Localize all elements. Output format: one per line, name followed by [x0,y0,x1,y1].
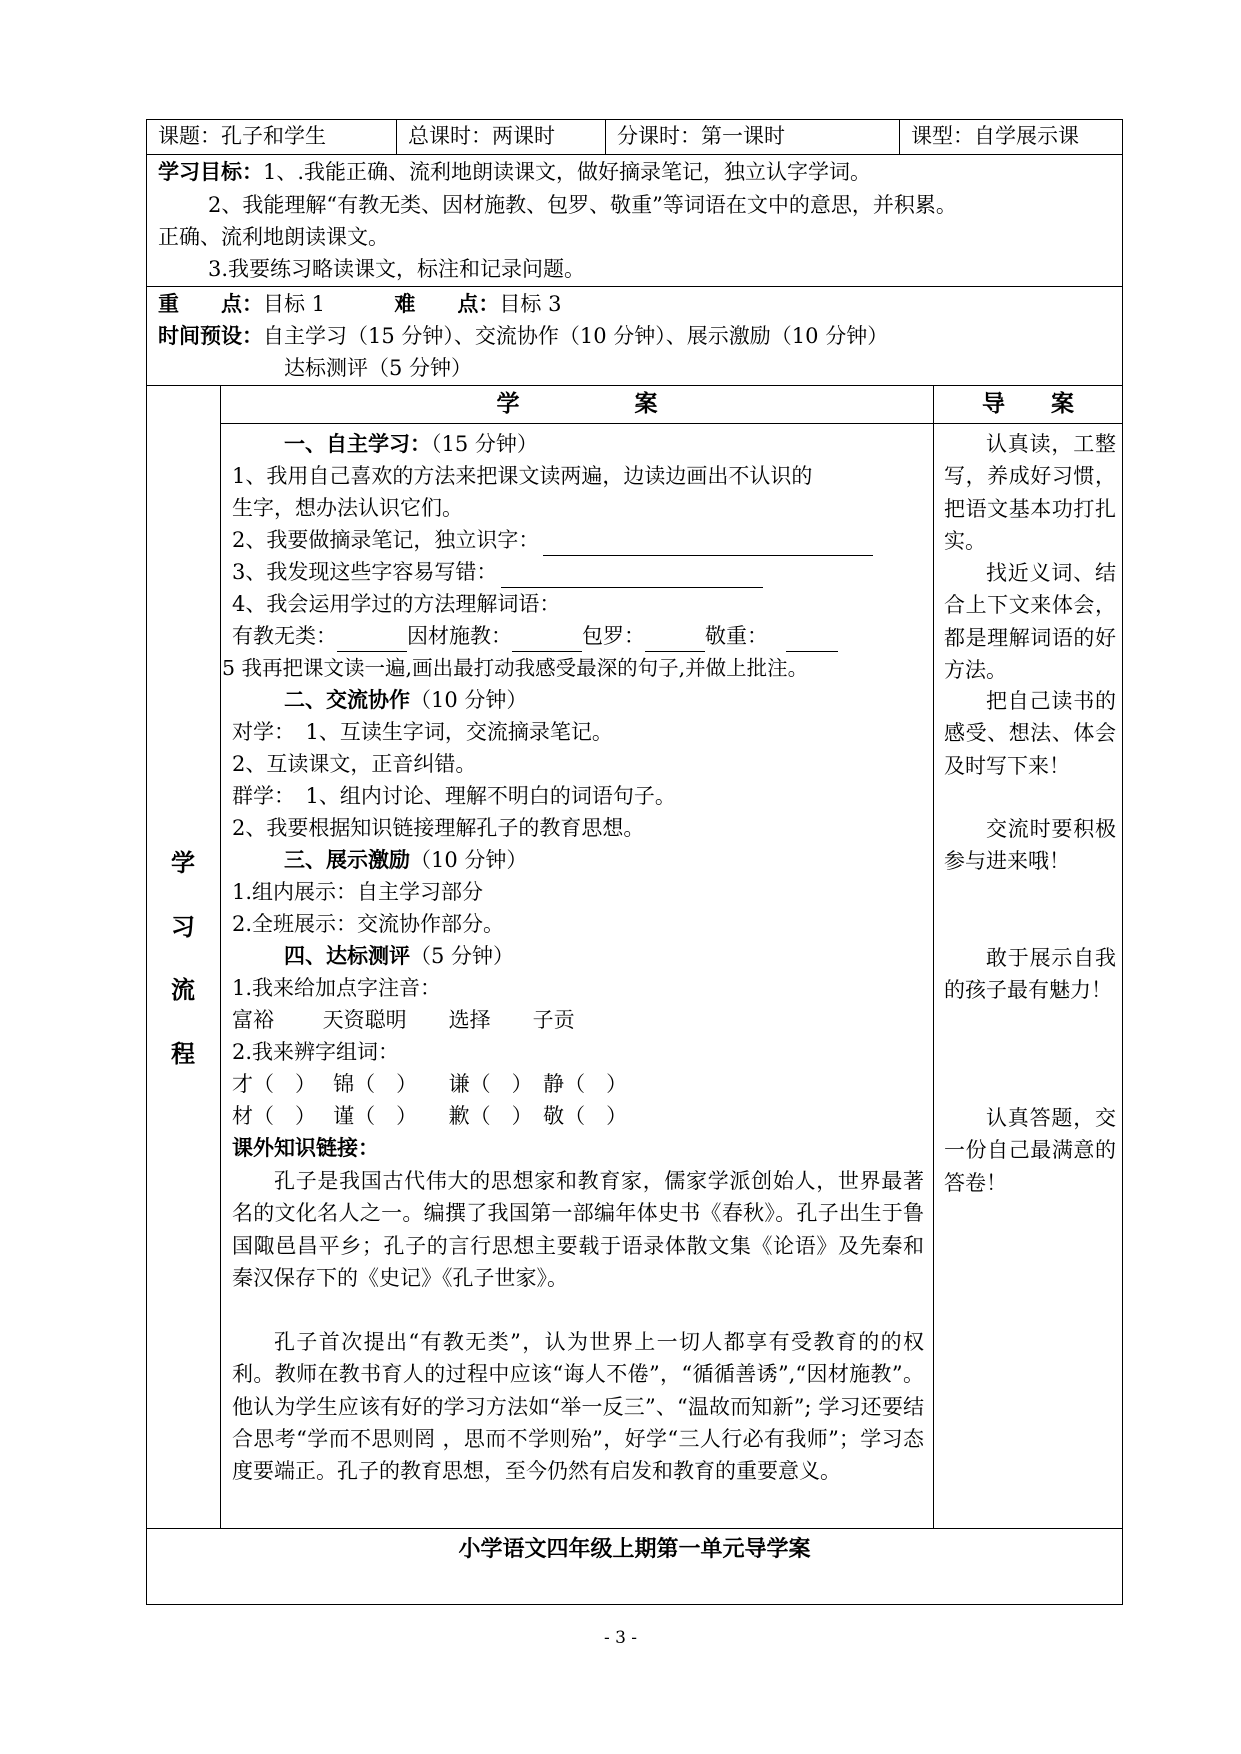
guide-note-3: 把自己读书的感受、想法、体会及时写下来！ [944,689,1116,778]
s1-line-2: 生字，想办法认识它们。 [232,496,463,520]
document-footer-title: 小学语文四年级上期第一单元导学案 [458,1537,811,1562]
s1-line-4: 3、我发现这些字容易写错： [232,556,763,588]
s4-line-2: 富裕 天资聪明 选择 子贡 [232,1008,575,1032]
knowledge-link-title: 课外知识链接： [232,1136,379,1160]
s2-line-2: 2、互读课文，正音纠错。 [232,752,477,776]
s1-line-1: 1、我用自己喜欢的方法来把课文读两遍，边读边画出不认识的 [232,464,813,488]
section-1-heading: 一、自主学习：（15 分钟） [284,432,538,456]
time-row: 时间预设：自主学习（15 分钟）、交流协作（10 分钟）、展示激励（10 分钟） [158,324,889,348]
page-number: - 3 - [603,1628,638,1648]
s1-words-row: 有教无类： 因材施教： 包罗： 敬重： [232,620,838,652]
notes-blank [543,533,873,556]
guide-plan-header: 导 案 [982,391,1074,417]
time-label: 时间预设： [158,324,263,348]
error-chars-blank [501,565,763,588]
knowledge-link-paragraph-2: 孔子首次提出“有教无类”，认为世界上一切人都享有受教育的的权利。教师在教书育人的过程中应该“诲人不倦”，“循循善诱”,“因材施教”。 他认为学生应该有好的学习方法如“举一反三”、“温故而知新”; 学习还要结合思考“学而不思则罔 ，思而不学则殆”，好学“三人行必有我师”；学习态度要端正。孔子的教育思想，至今仍然有启发和教育的重要意义。 [232,1330,924,1484]
s4-line-1: 1.我来给加点字注音： [232,976,442,1000]
goal-line-2b: 正确、流利地朗读课文。 [158,225,389,249]
key-point-row [158,288,561,320]
s4-line-4: 才（ ） 锦（ ） 谦（ ） 静（ ） [232,1072,628,1096]
flow-label-4: 程 [171,1040,195,1068]
guide-note-2: 找近义词、结合上下文来体会，都是理解词语的好方法。 [944,561,1116,682]
key-value: 目标 1 [263,292,326,316]
difficulty-value: 目标 3 [499,292,562,316]
s4-line-5: 材（ ） 谨（ ） 歉（ ） 敬（ ） [232,1104,628,1128]
flow-label-3: 流 [171,976,195,1004]
flow-label-1: 学 [171,849,195,877]
s3-line-1: 1.组内展示：自主学习部分 [232,880,484,904]
section-3-heading: 三、展示激励（10 分钟） [284,848,528,872]
s1-line-3: 2、我要做摘录笔记，独立识字： [232,524,873,556]
s2-line-3: 群学： 1、组内讨论、理解不明白的词语句子。 [232,784,676,808]
flow-label-2: 习 [171,913,195,941]
goal-line-1: 学习目标：1、.我能正确、流利地朗读课文，做好摘录笔记，独立认字学词。 [158,160,872,184]
time-row-2: 达标测评（5 分钟） [284,356,473,380]
lesson-hours-cell: 分课时：第一课时 [617,124,785,148]
s1-line-5: 4、我会运用学过的方法理解词语： [232,592,561,616]
guide-note-6: 认真答题，交一份自己最满意的答卷！ [944,1106,1116,1195]
difficulty-label: 难 点： [394,292,500,316]
goal-line-3: 3.我要练习略读课文，标注和记录问题。 [208,257,586,281]
s2-line-1: 对学： 1、互读生字词，交流摘录笔记。 [232,720,613,744]
section-4-heading: 四、达标测评（5 分钟） [284,944,515,968]
topic-cell: 课题：孔子和学生 [158,124,326,148]
guide-note-4: 交流时要积极参与进来哦！ [944,817,1116,874]
s2-line-4: 2、我要根据知识链接理解孔子的教育思想。 [232,816,645,840]
s1-line-7: 5 我再把课文读一遍,画出最打动我感受最深的句子,并做上批注。 [222,656,809,680]
total-hours-cell: 总课时：两课时 [408,124,555,148]
key-label: 重 点： [158,292,263,316]
study-plan-header: 学 案 [496,391,658,417]
guide-note-5: 敢于展示自我的孩子最有魅力！ [944,946,1116,1003]
lesson-type-cell: 课型：自学展示课 [911,124,1079,148]
s4-line-3: 2.我来辨字组词： [232,1040,400,1064]
goal-line-2: 2、我能理解“有教无类、因材施教、包罗、敬重”等词语在文中的意思，并积累。 [208,193,957,217]
knowledge-link-paragraph-1: 孔子是我国古代伟大的思想家和教育家，儒家学派创始人，世界最著名的文化名人之一。编撰了我国第一部编年体史书《春秋》。孔子出生于鲁国陬邑昌平乡；孔子的言行思想主要载于语录体散文集《论语》及先秦和秦汉保存下的《史记》《孔子世家》。 [232,1169,924,1290]
goals-label: 学习目标： [158,160,263,184]
guide-note-1: 认真读，工整写，养成好习惯，把语文基本功打扎实。 [944,432,1116,553]
section-2-heading: 二、交流协作（10 分钟） [284,688,528,712]
s3-line-2: 2.全班展示：交流协作部分。 [232,912,505,936]
